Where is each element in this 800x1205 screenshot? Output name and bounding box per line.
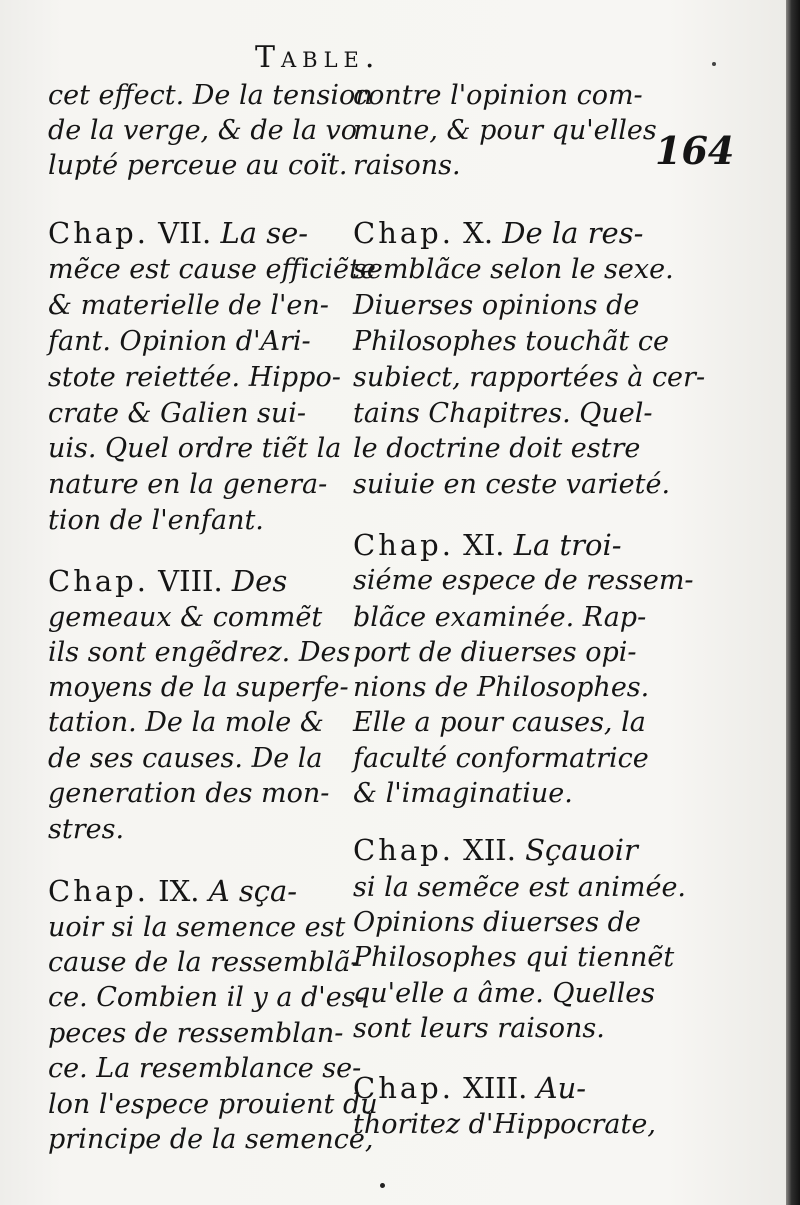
chapter-heading <box>48 873 297 909</box>
text-line: Elle a pour causes, la <box>353 707 646 738</box>
text-line: Philosophes qui tiennẽt <box>353 942 675 973</box>
chapter-title-start: A sça- <box>208 874 298 908</box>
running-header: Table. <box>255 40 381 75</box>
chapter-heading <box>353 832 638 868</box>
text-line: contre l'opinion com- <box>353 80 643 111</box>
chapter-label: Chap. <box>353 833 454 867</box>
chapter-heading <box>353 215 643 251</box>
text-line: nions de Philosophes. <box>353 672 650 703</box>
page-edge <box>786 0 800 1205</box>
text-line: lupté perceue au coït. <box>48 150 348 181</box>
chapter-label: Chap. <box>353 528 454 562</box>
text-line: thoritez d'Hippocrate, <box>353 1109 656 1140</box>
text-line: faculté conformatrice <box>353 743 649 774</box>
page-number: 164 <box>655 128 735 173</box>
text-line: fant. Opinion d'Ari- <box>48 326 311 357</box>
text-line: moyens de la superfe- <box>48 672 349 703</box>
text-line: ce. La resemblance se- <box>48 1053 362 1084</box>
chapter-number: XII. <box>463 833 516 867</box>
text-line: tation. De la mole & <box>48 707 324 738</box>
text-line: stote reiettée. Hippo- <box>48 362 341 393</box>
text-line: peces de ressemblan- <box>48 1018 344 1049</box>
chapter-number: IX. <box>158 874 200 908</box>
text-line: crate & Galien sui- <box>48 398 307 429</box>
text-line: subiect, rapportées à cer- <box>353 362 706 393</box>
chapter-label: Chap. <box>48 564 149 598</box>
text-line: ce. Combien il y a d'es- <box>48 982 365 1013</box>
text-line: principe de la semence, <box>48 1124 374 1155</box>
chapter-number: XI. <box>463 528 505 562</box>
text-line: nature en la genera- <box>48 469 328 500</box>
chapter-heading <box>353 1070 586 1106</box>
text-line: blãce examinée. Rap- <box>353 602 647 633</box>
text-line: port de diuerses opi- <box>353 637 637 668</box>
text-line: de ses causes. De la <box>48 743 323 774</box>
chapter-heading <box>48 563 287 599</box>
text-line: uoir si la semence est <box>48 912 346 943</box>
text-line: generation des mon- <box>48 778 330 809</box>
text-line: de la verge, & de la vo <box>48 115 358 146</box>
text-line: si la semẽce est animée. <box>353 872 687 903</box>
chapter-title-start: La se- <box>220 216 309 250</box>
ink-speck <box>712 62 716 66</box>
text-line: siéme espece de ressem- <box>353 565 694 596</box>
text-line: & materielle de l'en- <box>48 290 329 321</box>
text-line: uis. Quel ordre tiẽt la <box>48 433 342 464</box>
text-line: Philosophes touchãt ce <box>353 326 669 357</box>
text-line: sont leurs raisons. <box>353 1013 605 1044</box>
text-line: qu'elle a âme. Quelles <box>353 978 656 1009</box>
text-line: lon l'espece prouient du <box>48 1089 378 1120</box>
chapter-heading <box>48 215 308 251</box>
chapter-number: VIII. <box>158 564 223 598</box>
text-line: raisons. <box>353 150 461 181</box>
chapter-number: X. <box>463 216 494 250</box>
text-line: gemeaux & commẽt <box>48 602 323 633</box>
text-line: tion de l'enfant. <box>48 505 264 536</box>
text-line: mune, & pour qu'elles <box>353 115 657 146</box>
chapter-number: VII. <box>158 216 212 250</box>
signature-dot <box>380 1183 385 1188</box>
text-line: tains Chapitres. Quel- <box>353 398 653 429</box>
chapter-title-start: Des <box>231 564 288 598</box>
text-line: semblãce selon le sexe. <box>353 254 674 285</box>
text-line: ils sont engẽdrez. Des <box>48 637 351 668</box>
text-line: suiuie en ceste varieté. <box>353 469 671 500</box>
text-line: Diuerses opinions de <box>353 290 640 321</box>
chapter-heading <box>353 527 622 563</box>
chapter-title-start: Sçauoir <box>525 833 638 867</box>
text-line: cause de la ressemblã- <box>48 947 360 978</box>
chapter-label: Chap. <box>353 216 454 250</box>
chapter-title-start: La troi- <box>513 528 622 562</box>
text-line: mẽce est cause efficiẽte <box>48 254 376 285</box>
chapter-label: Chap. <box>48 216 149 250</box>
text-line: & l'imaginatiue. <box>353 778 573 809</box>
chapter-title-start: De la res- <box>502 216 644 250</box>
text-line: Opinions diuerses de <box>353 907 641 938</box>
chapter-number: XIII. <box>463 1071 528 1105</box>
text-line: cet effect. De la tension <box>48 80 373 111</box>
text-line: stres. <box>48 814 125 845</box>
chapter-title-start: Au- <box>536 1071 587 1105</box>
text-line: le doctrine doit estre <box>353 433 641 464</box>
chapter-label: Chap. <box>353 1071 454 1105</box>
chapter-label: Chap. <box>48 874 149 908</box>
